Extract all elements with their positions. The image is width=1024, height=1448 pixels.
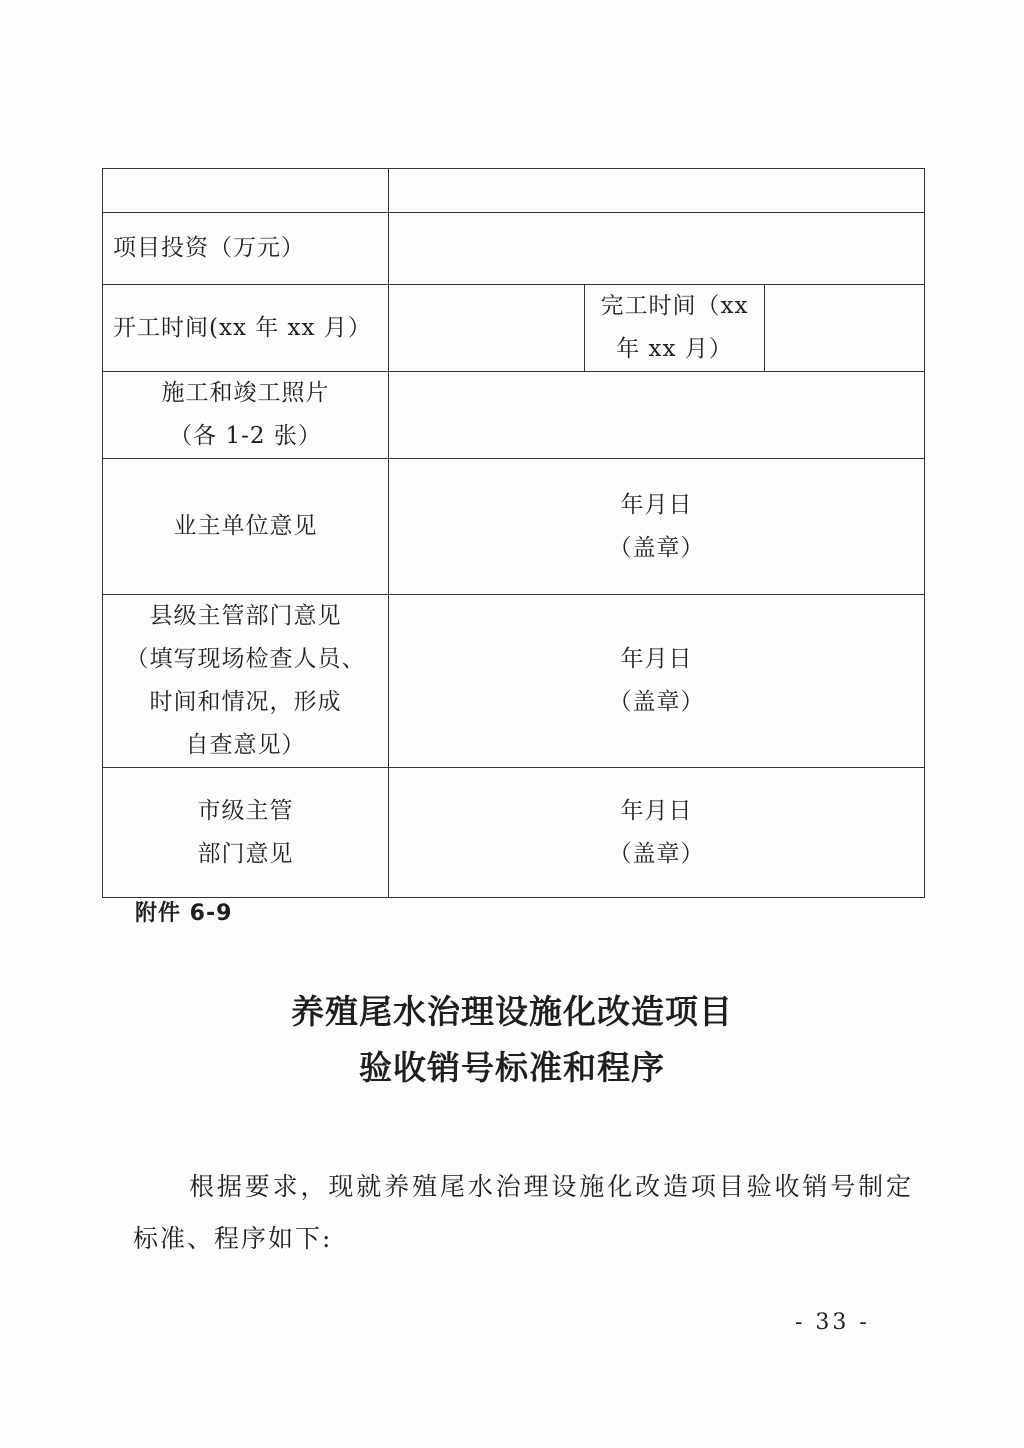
end-date-label <box>585 285 765 372</box>
owner-seal: （盖章） <box>608 534 705 561</box>
attachment-label: 附件 6-9 <box>135 901 233 926</box>
table-row-city <box>103 768 925 898</box>
blank-value-cell <box>389 169 925 213</box>
city-seal: （盖章） <box>608 840 705 867</box>
county-seal: （盖章） <box>608 689 705 715</box>
owner-opinion-cell <box>389 459 925 595</box>
start-date-value-cell <box>389 285 585 372</box>
county-opinion-label <box>103 595 389 768</box>
blank-label-cell <box>103 169 389 213</box>
county-label-line2: （填写现场检查人员、 <box>125 646 366 672</box>
county-label-line4: 自查意见） <box>185 732 306 758</box>
county-label-line3: 时间和情况，形成 <box>149 689 342 715</box>
body-paragraph: 根据要求，现就养殖尾水治理设施化改造项目验收销号制定标准、程序如下: <box>133 1172 913 1253</box>
owner-opinion-label: 业主单位意见 <box>103 459 389 595</box>
document-title-line2: 验收销号标准和程序 <box>359 1048 665 1087</box>
photos-label-line2: （各 1-2 张） <box>169 423 322 449</box>
table-row-investment <box>103 213 925 285</box>
table-row-photos <box>103 372 925 459</box>
owner-date: 年月日 <box>620 491 693 518</box>
document-title-line1: 养殖尾水治理设施化改造项目 <box>291 992 733 1031</box>
county-label-line1: 县级主管部门意见 <box>149 603 342 629</box>
end-date-label-line2: 年 xx 月） <box>616 336 733 362</box>
table-row-owner <box>103 459 925 595</box>
county-opinion-cell <box>389 595 925 768</box>
photos-label <box>103 372 389 459</box>
acceptance-form-table <box>102 168 925 898</box>
table-row-dates <box>103 285 925 372</box>
city-date: 年月日 <box>620 797 693 824</box>
start-date-label: 开工时间(xx 年 xx 月） <box>103 285 389 372</box>
end-date-value-cell <box>765 285 925 372</box>
page-number: - 33 - <box>795 1310 870 1335</box>
investment-label: 项目投资（万元） <box>103 213 389 285</box>
city-opinion-cell <box>389 768 925 898</box>
table-row-blank <box>103 169 925 213</box>
photos-label-line1: 施工和竣工照片 <box>161 380 330 406</box>
city-label-line2: 部门意见 <box>197 840 294 867</box>
table-row-county <box>103 595 925 768</box>
end-date-label-line1: 完工时间（xx <box>600 293 749 319</box>
city-opinion-label <box>103 768 389 898</box>
county-date: 年月日 <box>620 646 693 672</box>
photos-value-cell <box>389 372 925 459</box>
investment-value-cell <box>389 213 925 285</box>
city-label-line1: 市级主管 <box>197 797 294 824</box>
